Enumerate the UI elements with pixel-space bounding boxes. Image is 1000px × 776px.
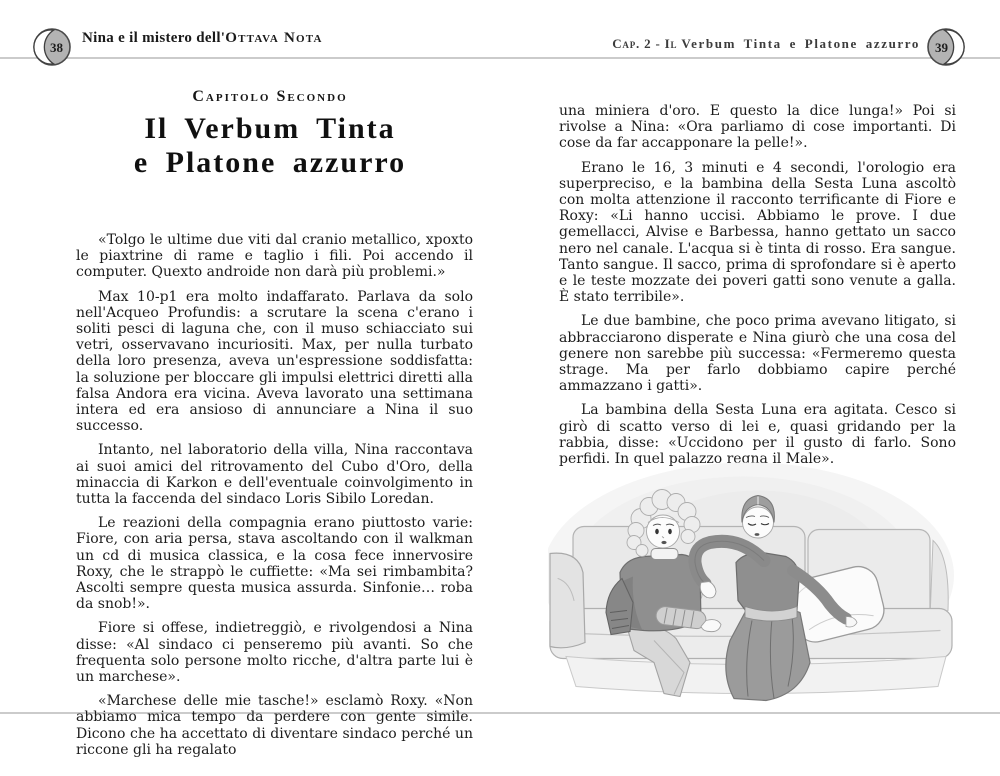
right-page-text <box>559 103 956 475</box>
paragraph: Intanto, nel laboratorio della villa, Nina raccontava ai suoi amici del ritrovamento del Cubo d'Oro, della minaccia di Karkon e dell'eventuale coinvolgimento in tutta la faccenda del sindaco Loris Sibilo Loredan. <box>76 442 473 508</box>
running-header-left-title: Ottava Nota <box>225 30 323 46</box>
chapter-title <box>60 112 480 180</box>
paragraph: Fiore si offese, indietreggiò, e rivolgendosi a Nina disse: «Al sindaco ci penseremo più avanti. So che frequenta solo persone molto ricche, d'altra parte lui è un marchese». <box>76 620 473 686</box>
paragraph: Max 10-p1 era molto indaffarato. Parlava da solo nell'Acqueo Profundis: a scrutare la scena c'erano i soliti pesci di laguna che, con il muso schiacciato sui vetri, osservavano incuriositi. Max, per nulla turbato della loro presenza, aveva un'espressione soddisfatta: la soluzione per bloccare gli impulsi elettrici diretti alla falsa Andora era vicina. Aveva lavorato una settimana intera ed era ansioso di annunciare a Nina il suo successo. <box>76 288 473 435</box>
page-number-left: 38 <box>50 39 63 55</box>
moon-page-badge-left <box>32 27 72 67</box>
header-divider <box>0 57 1000 59</box>
paragraph: Erano le 16, 3 minuti e 4 secondi, l'orologio era superpreciso, e la bambina della Sesta Luna ascoltò con molta attenzione il racconto terrificante di Fiore e Roxy: «Li hanno uccisi. Abbiamo le prove. I due gemellacci, Alvise e Barbessa, hanno gettato un sacco nero nel canale. L'acqua si è tinta di rosso. Era sangue. Tanto sangue. Il sacco, prima di sprofondare si è aperto e le teste mozzate dei poveri gatti sono venute a galla. È stato terribile». <box>559 159 956 306</box>
running-header-right-title: Verbum Tinta e Platone azzurro <box>681 36 920 51</box>
running-header-right <box>612 36 920 52</box>
chapter-title-line1: Il Verbum Tinta <box>144 112 396 145</box>
paragraph: «Marchese delle mie tasche!» esclamò Roxy. «Non abbiamo mica tempo da perdere con gente simile. Dicono che ha accettato di diventare sindaco perché un riccone gli ha regalato <box>76 693 473 758</box>
paragraph: La bambina della Sesta Luna era agitata. Cesco si girò di scatto verso di lei e, quasi gridando per la rabbia, disse: «Uccidono per il gusto di farlo. Sono perfidi. In quel palazzo regna il Male». <box>559 402 956 468</box>
paragraph: Le due bambine, che poco prima avevano litigato, si abbracciarono disperate e Nina giurò che una cosa del genere non sarebbe più successa: «Fermeremo questa strage. Ma per farlo dobbiamo capire perché ammazzano i gatti». <box>559 313 956 395</box>
paragraph: «Tolgo le ultime due viti dal cranio metallico, xpoxto le piaxtrine di rame e taglio i fili. Poi accendo il computer. Quexto androide non darà più problemi.» <box>76 232 473 281</box>
running-header-right-prefix: Cap. 2 - Il <box>612 36 682 51</box>
chapter-heading <box>60 88 480 180</box>
paragraph: Le reazioni della compagnia erano piuttosto varie: Fiore, con aria persa, stava ascoltando con il walkman un cd di musica classica, e la cosa fece innervosire Roxy, che le strappò le cuffiette: «Ma sei rimbambita? Ascolti sempre questa musica assurda. Sinfonie… roba da snob!». <box>76 515 473 613</box>
couch-armrest <box>550 553 585 648</box>
running-header-left <box>82 30 323 47</box>
paragraph: una miniera d'oro. E questo la dice lunga!» Poi si rivolse a Nina: «Ora parliamo di cose importanti. Di cose da far accapponare la pelle!». <box>559 103 956 152</box>
chapter-label: Capitolo Secondo <box>192 88 348 105</box>
left-page-text <box>76 232 473 766</box>
page-number-right: 39 <box>935 39 948 55</box>
chapter-title-line2: e Platone azzurro <box>133 146 407 179</box>
running-header-left-prefix: Nina e il mistero dell' <box>82 30 226 46</box>
moon-page-badge-right <box>926 27 966 67</box>
couch-illustration <box>548 458 968 708</box>
